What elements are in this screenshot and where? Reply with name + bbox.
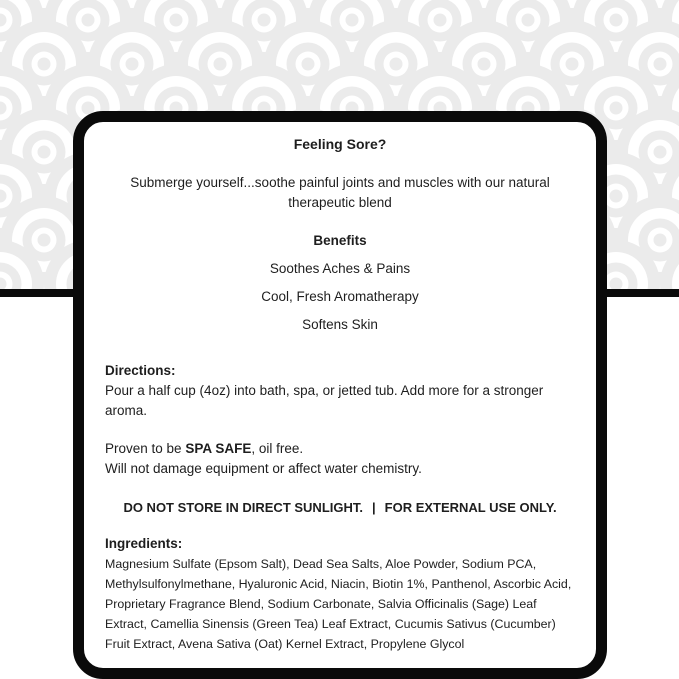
spa-safe-suffix: , oil free. — [251, 441, 304, 456]
spa-safe-bold: SPA SAFE — [185, 441, 252, 456]
directions-label: Directions: — [105, 363, 176, 378]
spa-safe-line2: Will not damage equipment or affect water chemistry. — [105, 461, 422, 476]
benefit-line: Soothes Aches & Pains — [269, 261, 411, 276]
warning-line — [105, 498, 575, 518]
benefit-line: Cool, Fresh Aromatherapy — [261, 289, 419, 304]
directions-text: Pour a half cup (4oz) into bath, spa, or jetted tub. Add more for a stronger aroma. — [105, 383, 544, 418]
benefit-line: Softens Skin — [302, 317, 378, 332]
ingredients-text: Magnesium Sulfate (Epsom Salt), Dead Sea Salts, Aloe Powder, Sodium PCA, Methylsulfonylmethane, Hyaluronic Acid, Niacin, Biotin 1%, Panthenol, Ascorbic Acid, Proprietary Fragrance Blend, Sodium Carbonate, Salvia Officinalis (Sage) Leaf Extract, Camellia Sinensis (Green Tea) Leaf Extract, Cucumis Sativus (Cucumber) Fruit Extract, Avena Sativa (Oat) Kernel Extract, Propylene Glycol — [105, 557, 572, 651]
label-card-content — [84, 122, 596, 668]
label-card — [73, 111, 607, 679]
benefits-title: Benefits — [313, 233, 367, 248]
warning-right: FOR EXTERNAL USE ONLY. — [384, 500, 557, 515]
heading-feeling-sore: Feeling Sore? — [293, 136, 387, 152]
warning-left: DO NOT STORE IN DIRECT SUNLIGHT. — [123, 500, 363, 515]
ingredients-label: Ingredients: — [105, 536, 183, 551]
spa-safe-line — [105, 439, 575, 459]
spa-safe-prefix: Proven to be — [105, 441, 186, 456]
subheading: Submerge yourself...soothe painful joints and muscles with our natural therapeutic blend — [130, 175, 550, 210]
warning-separator: | — [372, 500, 376, 515]
